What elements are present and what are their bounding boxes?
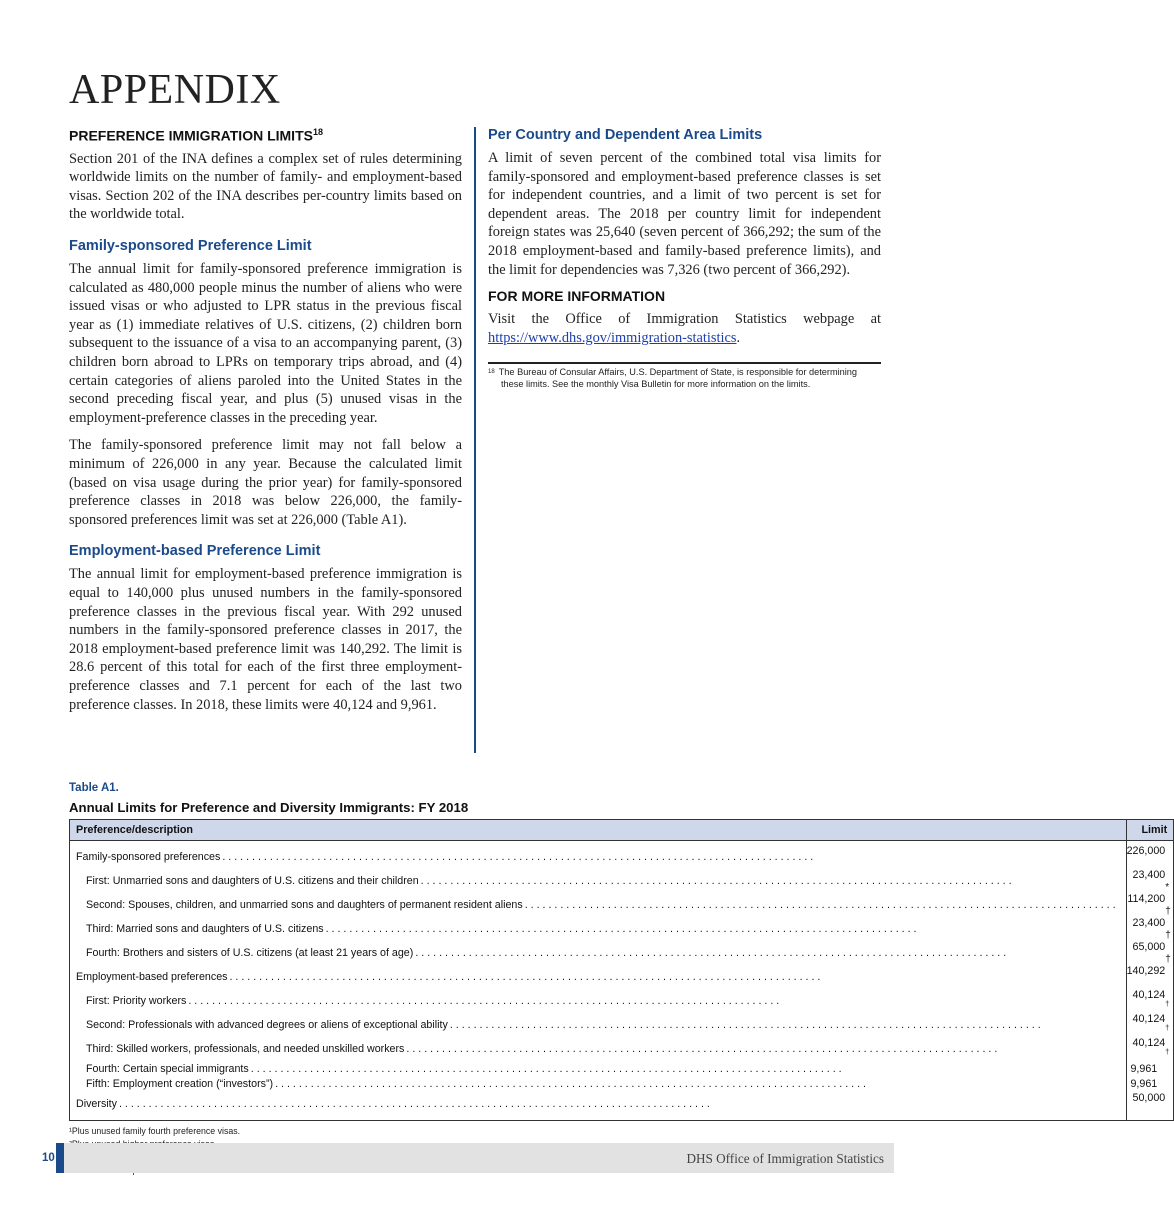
intro-paragraph: Section 201 of the INA defines a complex set of rules determining worldwide limits on the number of family- and employment-based visas. Section 202 of the INA describes per-country limits based on the worldwide total. xyxy=(69,150,462,223)
row-label: Third: Married sons and daughters of U.S. citizens xyxy=(86,923,324,935)
footer-publisher: DHS Office of Immigration Statistics xyxy=(686,1151,884,1166)
row-description xyxy=(70,917,1127,941)
family-paragraph-1: The annual limit for family-sponsored preference immigration is calculated as 480,000 people minus the number of aliens who were issued visas or who adjusted to LPR status in the previous fiscal year as (1) immediate relatives of U.S. citizens, (2) children born subsequent to the issuance of a visa to an accompanying parent, (3) children born abroad to LPRs on temporary trips abroad, and (4) certain categories of aliens paroled into the United States in the second preceding fiscal year, and plus (5) unused visas in the employment-preference classes in the preceding year. xyxy=(69,261,462,426)
table-row xyxy=(70,841,1174,870)
row-label: Third: Skilled workers, professionals, and needed unskilled workers xyxy=(86,1043,405,1055)
table-row xyxy=(70,965,1174,989)
limit-value: 23,400 xyxy=(1132,917,1166,929)
dot-leader xyxy=(188,995,1115,1007)
employment-heading: Employment-based Preference Limit xyxy=(69,543,321,560)
limit-value: 226,000 xyxy=(1126,845,1166,857)
page-number-tab xyxy=(56,1143,64,1173)
row-label: Second: Spouses, children, and unmarried sons and daughters of permanent resident aliens xyxy=(86,899,523,911)
limit-note-mark: † xyxy=(1165,1025,1170,1032)
row-limit xyxy=(1126,1077,1174,1093)
row-limit xyxy=(1126,965,1174,989)
dot-leader xyxy=(450,1019,1116,1031)
column-divider xyxy=(474,127,476,753)
row-description xyxy=(70,869,1127,893)
dot-leader xyxy=(421,875,1116,887)
limit-value: 9,961 xyxy=(1130,1062,1158,1075)
column-header-limit: Limit xyxy=(1126,820,1174,841)
footnote-ref: 18 xyxy=(312,127,323,137)
more-info-heading: FOR MORE INFORMATION xyxy=(488,288,666,305)
statistics-link[interactable]: https://www.dhs.gov/immigration-statistics xyxy=(488,329,737,346)
row-limit xyxy=(1126,989,1174,1013)
limit-value: 65,000 xyxy=(1132,941,1166,953)
limit-note-mark: † xyxy=(1165,930,1171,941)
dot-leader xyxy=(229,971,1115,983)
table-note: ¹Plus unused family fourth preference visas. xyxy=(69,1126,241,1136)
page-footer xyxy=(62,1143,894,1173)
column-header-description: Preference/description xyxy=(70,820,1127,841)
dot-leader xyxy=(119,1098,1116,1110)
more-info-text: Visit the Office of Immigration Statistics webpage at xyxy=(488,311,881,328)
family-paragraph-2: The family-sponsored preference limit may not fall below a minimum of 226,000 in any year. Because the calculated limit (based on visa usage during the prior year) for family-sponsored preference classes in 2018 was below 226,000, the family-sponsored preferences limit was set at 226,000 (Table A1). xyxy=(69,437,462,528)
more-info-paragraph xyxy=(488,310,881,347)
limit-note-mark: * xyxy=(1165,882,1170,893)
row-limit xyxy=(1126,893,1174,917)
row-label: First: Priority workers xyxy=(86,995,187,1007)
page-number: 10 xyxy=(42,1152,55,1164)
row-description xyxy=(70,1061,1127,1077)
row-label: Diversity xyxy=(76,1098,117,1110)
row-description xyxy=(70,1092,1127,1121)
row-limit xyxy=(1126,1061,1174,1077)
heading-text: PREFERENCE IMMIGRATION LIMITS xyxy=(69,127,313,144)
limit-value: 23,400 xyxy=(1132,869,1166,881)
dot-leader xyxy=(275,1078,1116,1090)
footnote-18 xyxy=(488,367,881,390)
row-limit xyxy=(1126,917,1174,941)
row-description xyxy=(70,965,1127,989)
table-row xyxy=(70,1013,1174,1037)
limit-note-mark: † xyxy=(1165,1049,1170,1056)
row-label: Fourth: Brothers and sisters of U.S. citizens (at least 21 years of age) xyxy=(86,947,414,959)
dot-leader xyxy=(406,1043,1115,1055)
country-limits-paragraph: A limit of seven percent of the combined total visa limits for family-sponsored and employment-based preference classes is set for independent countries, and a limit of two percent is set for dependent areas. The 2018 per country limit for independent foreign states was 25,640 (seven percent of 366,292; the sum of the 2018 employment-based and family-based preference limits), and the limit for dependencies was 7,326 (two percent of 366,292). xyxy=(488,150,881,278)
row-description xyxy=(70,893,1127,917)
row-description xyxy=(70,941,1127,965)
table-row xyxy=(70,1037,1174,1061)
left-column xyxy=(69,127,462,723)
limit-note-mark: † xyxy=(1165,1001,1170,1008)
row-description xyxy=(70,841,1127,870)
row-limit xyxy=(1126,1092,1174,1121)
table-row xyxy=(70,941,1174,965)
table-row xyxy=(70,917,1174,941)
footnote-block xyxy=(488,362,881,390)
row-label: Employment-based preferences xyxy=(76,971,228,983)
table-label: Table A1. xyxy=(69,782,119,794)
dot-leader xyxy=(525,899,1116,911)
table-row xyxy=(70,989,1174,1013)
table-row xyxy=(70,1077,1174,1093)
row-description xyxy=(70,1037,1127,1061)
dot-leader xyxy=(222,851,1115,863)
limit-value: 50,000 xyxy=(1132,1092,1166,1104)
more-info-period: . xyxy=(736,329,741,346)
row-limit xyxy=(1126,941,1174,965)
dot-leader xyxy=(415,947,1115,959)
row-limit xyxy=(1126,869,1174,893)
row-label: Fourth: Certain special immigrants xyxy=(86,1062,249,1075)
limits-table xyxy=(69,819,1174,1121)
footnote-text: The Bureau of Consular Affairs, U.S. Department of State, is responsible for determining these limits. See the monthly Visa Bulletin for more information on the limits. xyxy=(498,367,858,389)
limit-value: 40,124 xyxy=(1132,989,1166,1001)
row-limit xyxy=(1126,841,1174,870)
limit-note-mark: † xyxy=(1165,906,1171,917)
right-column xyxy=(488,127,881,390)
row-label: First: Unmarried sons and daughters of U.S. citizens and their children xyxy=(86,875,419,887)
table-row xyxy=(70,1061,1174,1077)
dot-leader xyxy=(251,1063,1116,1075)
employment-paragraph: The annual limit for employment-based preference immigration is equal to 140,000 plus unused numbers in the family-sponsored preference classes in the previous fiscal year. With 292 unused numbers in the family-sponsored preference classes in 2017, the 2018 employment-based preference limit was 140,292. The limit is 28.6 percent of this total for each of the first three employment-preference classes and 7.1 percent for each of the last two preference classes. In 2018, these limits were 40,124 and 9,961. xyxy=(69,566,462,713)
table-row xyxy=(70,869,1174,893)
limit-note-mark: † xyxy=(1165,954,1171,965)
footnote-number: 18 xyxy=(488,369,495,376)
limit-value: 40,124 xyxy=(1132,1037,1166,1049)
table-header-row xyxy=(70,820,1174,841)
section-heading-preference-limits xyxy=(69,127,462,144)
row-description xyxy=(70,1013,1127,1037)
row-label: Fifth: Employment creation (“investors”) xyxy=(86,1078,274,1091)
table-row xyxy=(70,1092,1174,1121)
family-heading: Family-sponsored Preference Limit xyxy=(69,238,312,255)
row-limit xyxy=(1126,1037,1174,1061)
limit-value: 9,961 xyxy=(1130,1078,1158,1091)
row-description xyxy=(70,989,1127,1013)
row-label: Second: Professionals with advanced degrees or aliens of exceptional ability xyxy=(86,1019,448,1031)
dot-leader xyxy=(326,923,1116,935)
limit-value: 114,200 xyxy=(1127,893,1166,905)
table-title: Annual Limits for Preference and Diversity Immigrants: FY 2018 xyxy=(69,800,469,815)
page-title: APPENDIX xyxy=(69,67,281,113)
row-limit xyxy=(1126,1013,1174,1037)
row-description xyxy=(70,1077,1127,1093)
limit-value: 140,292 xyxy=(1126,965,1166,977)
country-limits-heading: Per Country and Dependent Area Limits xyxy=(488,127,763,143)
row-label: Family-sponsored preferences xyxy=(76,851,221,863)
table-row xyxy=(70,893,1174,917)
limit-value: 40,124 xyxy=(1132,1013,1166,1025)
